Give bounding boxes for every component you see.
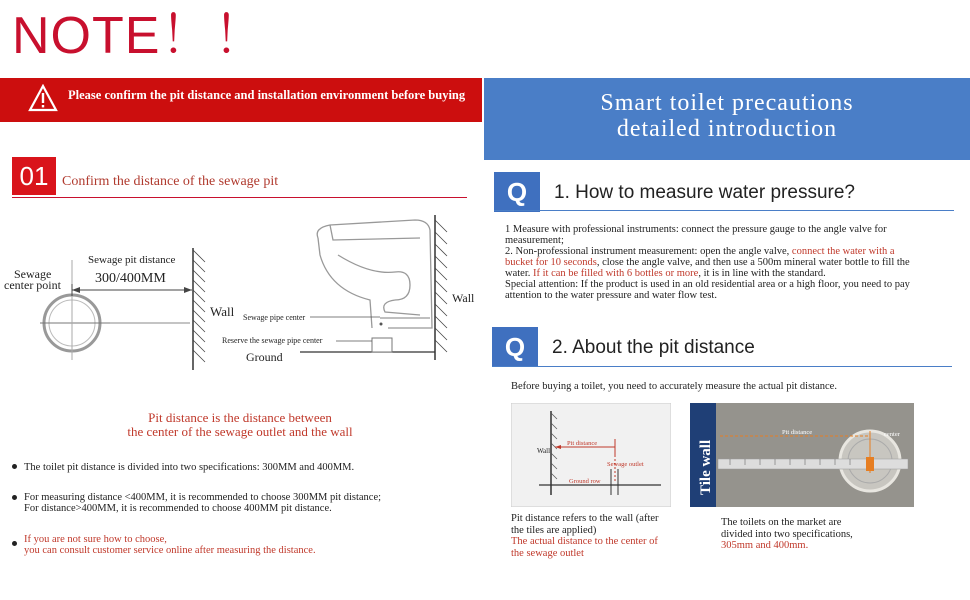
- bullet-consult: [24, 534, 316, 556]
- center-point-label: center point: [4, 278, 61, 292]
- q1-p2-line2: [505, 257, 965, 268]
- q1-p2c-red: If it can be filled with 6 bottles or more: [533, 268, 699, 279]
- section-title: Confirm the distance of the sewage pit: [62, 174, 279, 189]
- pit-caption-line2: the center of the sewage outlet and the wall: [127, 424, 353, 439]
- pit-distance-value: 300/400MM: [95, 271, 166, 286]
- cap2-line3: 305mm and 400mm.: [721, 540, 809, 551]
- q2-divider: [492, 366, 952, 367]
- q1-p3a: Special attention: If the product is used in an old residential area or a high floor, you need to pay: [505, 279, 910, 290]
- bullet-recommendation: [24, 492, 381, 514]
- q1-p3b: attention to the water pressure and water flow test.: [505, 290, 717, 301]
- bullet-specifications: The toilet pit distance is divided into two specifications: 300MM and 400MM.: [24, 462, 355, 473]
- q1-title: 1. How to measure water pressure?: [554, 182, 855, 203]
- q1-divider: [494, 210, 954, 211]
- tile-wall-photo: [690, 403, 914, 507]
- precautions-title: [484, 90, 970, 142]
- q1-p2b-red: bucket for 10 seconds: [505, 257, 597, 268]
- precautions-title-line1: Smart toilet precautions: [600, 90, 854, 116]
- pit-distance-caption: [110, 411, 370, 439]
- measuring-tape: [718, 459, 908, 469]
- q1-p2-line1: [505, 246, 965, 257]
- wall-label-right: Wall: [452, 291, 475, 305]
- bullet-dot: [12, 541, 17, 546]
- q1-body: [505, 224, 965, 301]
- q1-p2a-red: connect the water with a: [791, 246, 895, 257]
- cap1-line2: the tiles are applied): [511, 524, 597, 536]
- q1-p2c-end: , it is in line with the standard.: [698, 268, 826, 279]
- bullet3-line1: If you are not sure how to choose,: [24, 534, 167, 545]
- q1-p2a: 2. Non-professional instrument measurement: open the angle valve,: [505, 246, 792, 257]
- sewage-pit-distance-label: Sewage pit distance: [88, 254, 176, 266]
- q1-p2-line3: [505, 268, 965, 279]
- reserve-pipe-center-label: Reserve the sewage pipe center: [222, 336, 323, 345]
- photo-center-label: center: [884, 431, 900, 438]
- schematic-outlet-label: Sewage outlet: [607, 461, 644, 468]
- section-number-badge: 01: [12, 157, 56, 195]
- q2-title: 2. About the pit distance: [552, 337, 755, 358]
- q1-p2c: water.: [505, 268, 533, 279]
- ground-label: Ground: [246, 350, 283, 364]
- precautions-title-line2: detailed introduction: [616, 116, 838, 142]
- figure1-caption: [511, 513, 686, 559]
- q-badge: Q: [494, 172, 540, 212]
- toilet-outline: [317, 220, 432, 328]
- q-badge: Q: [492, 327, 538, 367]
- q2-intro: Before buying a toilet, you need to accurately measure the actual pit distance.: [511, 381, 837, 392]
- right-wall-hatch: [435, 220, 447, 352]
- cap2-line1: The toilets on the market are: [721, 517, 842, 528]
- cap1-line4: the sewage outlet: [511, 547, 584, 559]
- pit-distance-diagram: [0, 200, 480, 370]
- bullet-dot: [12, 495, 17, 500]
- bullet2-line2: For distance>400MM, it is recommended to choose 400MM pit distance.: [24, 503, 332, 514]
- bullet-dot: [12, 464, 17, 469]
- warning-text: Please confirm the pit distance and installation environment before buying: [68, 88, 466, 102]
- tile-wall-label: Tile wall: [698, 439, 714, 495]
- photo-pit-label: Pit distance: [782, 429, 813, 436]
- cap1-line3: The actual distance to the center of: [511, 536, 658, 547]
- cap2-line2: divided into two specifications,: [721, 528, 853, 540]
- note-title: NOTE！！: [12, 7, 267, 65]
- pit-distance-schematic: [511, 403, 671, 507]
- q1-p1a: 1 Measure with professional instruments: connect the pressure gauge to the angle valve for: [505, 224, 887, 235]
- bullet3-line2: you can consult customer service online after measuring the distance.: [24, 545, 316, 556]
- q1-p2b: , close the angle valve, and then use a 500m mineral water bottle to fill the: [596, 257, 910, 268]
- left-wall-hatch: [193, 250, 205, 362]
- bullet2-line1: For measuring distance <400MM, it is recommended to choose 300MM pit distance;: [24, 492, 382, 503]
- wall-label-left: Wall: [210, 304, 235, 319]
- schematic-pit-label: Pit distance: [567, 440, 598, 447]
- sewage-label: Sewage: [14, 267, 52, 281]
- schematic-ground-label: Ground row: [569, 478, 601, 485]
- q1-p1b: measurement;: [505, 235, 564, 246]
- pit-caption-line1: Pit distance is the distance between: [148, 410, 332, 425]
- warning-icon: [28, 84, 58, 112]
- cap1-line1: Pit distance refers to the wall (after: [511, 513, 659, 524]
- figure2-caption: [721, 517, 921, 552]
- sewage-pipe-center-label: Sewage pipe center: [243, 313, 306, 322]
- section-divider: [12, 197, 467, 198]
- sewage-pipe-stub: [372, 338, 392, 352]
- schematic-wall-label: Wall: [537, 447, 551, 455]
